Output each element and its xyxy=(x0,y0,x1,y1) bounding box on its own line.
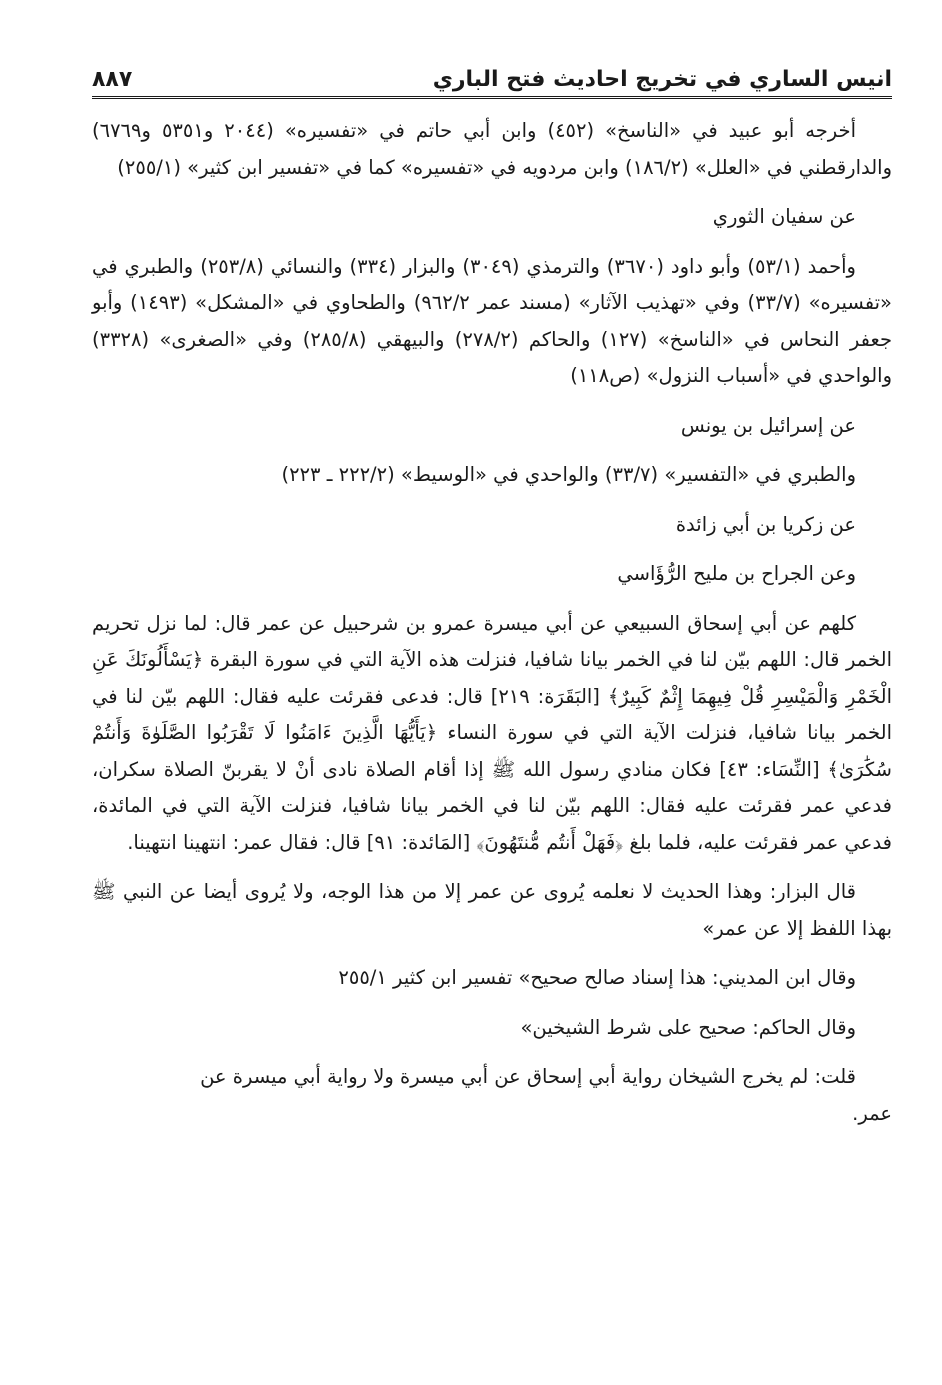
hadith-text: كلهم عن أبي إسحاق السبيعي عن أبي ميسرة عمرو بن شرحبيل عن عمر قال: لما نزل تحريم الخمر قال: اللهم بيّن لنا في الخمر بيانا شافيا، فنزلت هذه الآية التي في سورة البقرة ﴿يَسْأَلُونَكَ عَنِ الْخَمْرِ وَالْمَيْسِرِ قُلْ فِيهِمَا إِثْمٌ كَبِيرٌ﴾ [البَقَرَة: ٢١٩] قال: فدعى فقرئت عليه فقال: اللهم بيّن لنا في الخمر بيانا شافيا، فنزلت الآية التي في سورة النساء ﴿يَأَيُّهَا الَّذِينَ ءَامَنُوا لَا تَقْرَبُوا الصَّلَوٰةَ وَأَنتُمْ سُكَٰرَىٰ﴾ [النِّسَاء: ٤٣] فكان منادي رسول الله ﷺ إذا أقام الصلاة نادى أنْ لا يقربنّ الصلاة سكران، فدعي عمر فقرئت عليه فقال: اللهم بيّن لنا في الخمر بيانا شافيا، فنزلت الآية التي في المائدة، فدعي عمر فقرئت عليه، فلما بلغ ﴿فَهَلْ أَنتُم مُّنتَهُونَ﴾ [المَائدة: ٩١] قال: فقال عمر: انتهينا انتهينا. xyxy=(92,611,892,854)
page-body xyxy=(92,113,892,1132)
narrator-line: عن سفيان الثوري xyxy=(712,205,856,228)
narrator-line: عن زكريا بن أبي زائدة xyxy=(675,512,856,536)
narrator-line: وعن الجراح بن مليح الرُّؤَاسي xyxy=(617,562,856,585)
author-note-end: عمر. xyxy=(852,1101,892,1125)
takhrij-paragraph: وأحمد (٥٣/١) وأبو داود (٣٦٧٠) والترمذي (٣٠٤٩) والبزار (٣٣٤) والنسائي (٢٥٣/٨) والطبري في «تفسيره» (٣٣/٧) وفي «تهذيب الآثار» (مسند عمر ٩٦٢/٢) والطحاوي في «المشكل» (١٤٩٣) وأبو جعفر النحاس في «الناسخ» (١٢٧) والحاكم (٢٧٨/٢) والبيهقي (٢٨٥/٨) وفي «الصغرى» (٣٣٢٨) والواحدي في «أسباب النزول» (ص١١٨) xyxy=(92,254,893,387)
running-header xyxy=(92,52,892,99)
takhrij-paragraph: أخرجه أبو عبيد في «الناسخ» (٤٥٢) وابن أبي حاتم في «تفسيره» (٢٠٤٤ و٥٣٥١ و٦٧٦٩) والدارقطني في «العلل» (١٨٦/٢) وابن مردويه في «تفسيره» كما في «تفسير ابن كثير» (٢٥٥/١) xyxy=(92,119,892,179)
takhrij-paragraph: والطبري في «التفسير» (٣٣/٧) والواحدي في «الوسيط» (٢٢٢/٢ ـ ٢٢٣) xyxy=(281,463,856,486)
author-note: قلت: لم يخرج الشيخان رواية أبي إسحاق عن أبي ميسرة ولا رواية أبي ميسرة عن xyxy=(200,1065,856,1088)
book-title: انيس الساري في تخريج احاديث فتح الباري xyxy=(432,67,892,92)
narrator-line: عن إسرائيل بن يونس xyxy=(680,413,856,437)
commentary-hakim: وقال الحاكم: صحيح على شرط الشيخين» xyxy=(520,1015,856,1039)
commentary-bazzar: قال البزار: وهذا الحديث لا نعلمه يُروى عن عمر إلا من هذا الوجه، ولا يُروى أيضا عن النبي ﷺ بهذا اللفظ إلا عن عمر» xyxy=(92,880,892,940)
commentary-madini: وقال ابن المديني: هذا إسناد صالح صحيح» تفسير ابن كثير ٢٥٥/١ xyxy=(338,966,856,989)
page-number: ٨٨٧ xyxy=(92,67,133,92)
